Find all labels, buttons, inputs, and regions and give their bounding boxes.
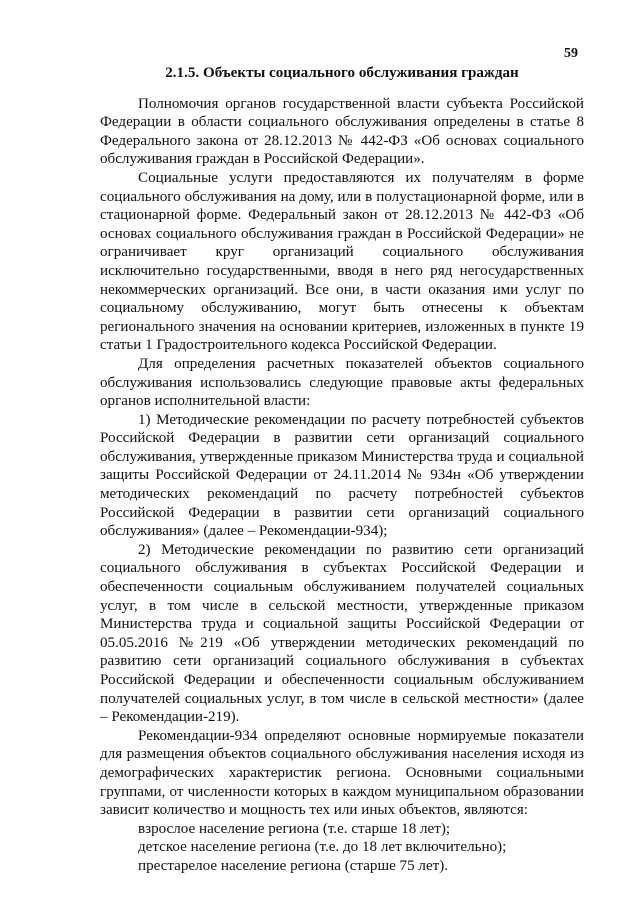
paragraph-legal-acts-intro: Для определения расчетных показателей объектов социального обслуживания использовались следующие правовые акты федеральных органов исполнительной власти: [100,355,584,410]
paragraph-recommendations-934: 1) Методические рекомендации по расчету потребностей субъектов Российской Федерации в развитии сети организаций социального обслуживания, утвержденные приказом Министерства труда и социальной защиты Российской Федерации от 24.11.2014 № 934н «Об утверждении методических рекомендаций по расчету потребностей субъектов Российской Федерации в развитии сети организаций социального обслуживания» (далее – Рекомендации-934); [100,411,584,540]
section-title: 2.1.5. Объекты социального обслуживания граждан [165,65,519,81]
page-number: 59 [564,46,578,61]
paragraph-recommendations-219: 2) Методические рекомендации по развитию сети организаций социального обслуживания в субъектах Российской Федерации и обеспеченности социальным обслуживанием получателей социальных услуг, в том числе в сельской местности, утвержденные приказом Министерства труда и социальной защиты Российской Федерации от 05.05.2016 №219 «Об утверждении методических рекомендаций по развитию сети организаций социального обслуживания в субъектах Российской Федерации и обеспеченности социальным обслуживанием получателей социальных услуг, в том числе в сельской местности» (далее – Рекомендации-219). [100,541,584,726]
paragraph-authority: Полномочия органов государственной власти субъекта Российской Федерации в области социального обслуживания определены в статье 8 Федерального закона от 28.12.2013 № 442-ФЗ «Об основах социального обслуживания граждан в Российской Федерации». [100,95,584,168]
list-item-elderly-population: престарелое население региона (старше 75 лет). [138,857,449,874]
paragraph-social-groups-intro: Рекомендации-934 определяют основные нормируемые показатели для размещения объектов социального обслуживания населения исходя из демографических характеристик региона. Основными социальными группами, от численности которых в каждом муниципальном образовании зависит количество и мощность тех или иных объектов, являются: [100,727,584,819]
list-item-adult-population: взрослое население региона (т.е. старше 18 лет); [138,820,451,837]
paragraph-services-forms: Социальные услуги предоставляются их получателям в форме социального обслуживания на дому, или в полустационарной форме, или в стационарной форме. Федеральный закон от 28.12.2013 № 442-ФЗ «Об основах социального обслуживания граждан в Российской Федерации» не ограничивает круг организаций социального обслуживания исключительно государственными, вводя в него ряд негосударственных некоммерческих организаций. Все они, в части оказания ими услуг по социальному обслуживанию, могут быть отнесены к объектам регионального значения на основании критериев, изложенных в пункте 19 статьи 1 Градостроительного кодекса Российской Федерации. [100,169,584,354]
list-item-child-population: детское население региона (т.е. до 18 лет включительно); [138,839,507,856]
document-body [100,64,584,876]
